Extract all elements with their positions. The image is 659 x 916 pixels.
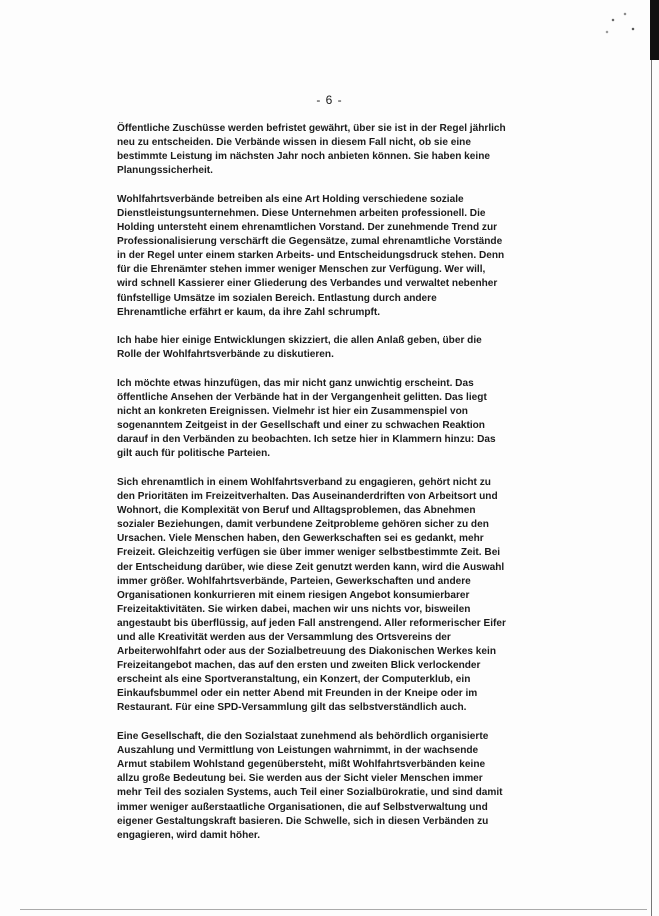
scan-edge-line <box>651 60 652 916</box>
scan-speckle <box>601 8 641 38</box>
scan-edge-artifact <box>650 0 659 60</box>
paragraph: Ich habe hier einige Entwicklungen skizziert, die allen Anlaß geben, über die Rolle der Wohlfahrtsverbände zu diskutieren. <box>117 335 482 361</box>
body-text <box>117 122 547 857</box>
paragraph: Öffentliche Zuschüsse werden befristet gewährt, über sie ist in der Regel jährlich neu zu entscheiden. Die Verbände wissen in diesem Fall nicht, ob sie eine bestimmte Leistung im nächsten Jahr noch anbieten können. Sie haben keine Planungssicherheit. <box>117 123 506 177</box>
paragraph: Wohlfahrtsverbände betreiben als eine Art Holding verschiedene soziale Dienstleistungsunternehmen. Diese Unternehmen arbeiten professionell. Die Holding untersteht einem ehrenamtlichen Vorstand. Der zunehmende Trend zur Professionalisierung verschärft die Gegensätze, zumal ehrenamtliche Vorstände in der Regel unter einem starken Arbeits- und Entscheidungsdruck stehen. Denn für die Ehrenämter stehen immer weniger Menschen zur Verfügung. Wer will, wird schnell Kassierer einer Gliederung des Verbandes und verwaltet nebenher fünfstellige Umsätze im sozialen Bereich. Entlastung durch andere Ehrenamtliche erfährt er kaum, da ihre Zahl schrumpft. <box>117 193 505 318</box>
scan-bottom-edge <box>20 909 647 910</box>
paragraph: Eine Gesellschaft, die den Sozialstaat zunehmend als behördlich organisierte Auszahlung und Vermittlung von Leistungen wahrnimmt, in der wachsende Armut stabilem Wohlstand gegenübersteht, mißt Wohlfahrtsverbänden keine allzu große Bedeutung bei. Sie werden aus der Sicht vieler Menschen immer mehr Teil des sozialen Systems, auch Teil einer Sozialbürokratie, und sind damit immer weniger außerstaatliche Organisationen, die auf Selbstverwaltung und eigener Gestaltungskraft basieren. Die Schwelle, sich in diesen Verbänden zu engagieren, wird damit höher. <box>117 731 503 841</box>
page-number: - 6 - <box>316 93 343 107</box>
paragraph: Sich ehrenamtlich in einem Wohlfahrtsverband zu engagieren, gehört nicht zu den Prioritäten im Freizeitverhalten. Das Auseinanderdriften von Arbeitsort und Wohnort, die Komplexität von Beruf und Alltagsproblemen, das Abnehmen sozialer Beziehungen, damit verbundene Zeitprobleme gehören sicher zu den Ursachen. Viele Menschen haben, den Gewerkschaften sei es gedankt, mehr Freizeit. Gleichzeitig verfügen sie über immer weniger selbstbestimmte Zeit. Bei der Entscheidung darüber, wie diese Zeit genutzt werden kann, wird die Auswahl immer größer. Wohlfahrtsverbände, Parteien, Gewerkschaften und andere Organisationen konkurrieren mit einem riesigen Angebot konsumierbarer Freizeitaktivitäten. Sie wirken dabei, machen wir uns nichts vor, bisweilen angestaubt bis überflüssig, auf jeden Fall anstrengend. Aller reformerischer Eifer und alle Kreativität werden aus der Versammlung des Ortsvereins der Arbeiterwohlfahrt oder aus der Sozialbetreuung des Diakonischen Werkes kein Freizeitangebot machen, das auf den ersten und zweiten Blick verlockender erscheint als eine Sportveranstaltung, ein Konzert, der Computerklub, ein Einkaufsbummel oder ein netter Abend mit Freunden in der Kneipe oder im Restaurant. Für eine SPD-Versammlung gilt das selbstverständlich auch. <box>117 476 506 714</box>
paragraph: Ich möchte etwas hinzufügen, das mir nicht ganz unwichtig erscheint. Das öffentliche Ansehen der Verbände hat in der Vergangenheit gelitten. Das liegt nicht an konkreten Ereignissen. Vielmehr ist hier ein Zusammenspiel von sogenanntem Zeitgeist in der Gesellschaft und einer zu schwachen Reaktion darauf in den Verbänden zu beobachten. Ich setze hier in Klammern hinzu: Das gilt auch für politische Parteien. <box>117 377 496 460</box>
